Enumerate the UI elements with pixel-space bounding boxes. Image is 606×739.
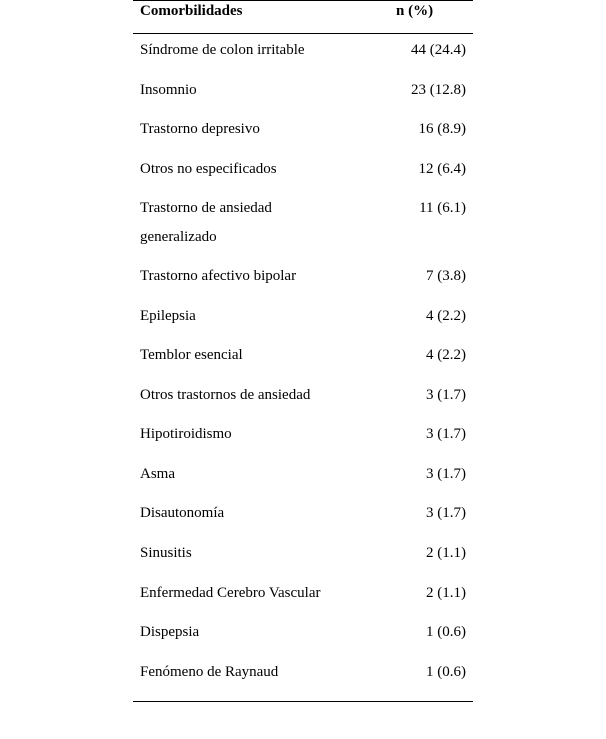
row-label: Trastorno afectivo bipolar [140,268,297,284]
header-comorbidities: Comorbilidades [140,3,243,19]
row-label: Fenómeno de Raynaud [140,664,279,680]
row-label: Otros trastornos de ansiedad [140,387,311,403]
row-label: Trastorno depresivo [140,121,260,137]
row-value: 12 (6.4) [418,161,466,177]
row-value: 1 (0.6) [426,664,466,680]
row-value: 1 (0.6) [426,624,466,640]
row-label: Insomnio [140,82,197,98]
row-label: Dispepsia [140,624,200,640]
table-top-rule [133,0,473,1]
row-label: Sinusitis [140,545,192,561]
row-value: 16 (8.9) [418,121,466,137]
row-value: 3 (1.7) [426,387,466,403]
row-label: Disautonomía [140,505,225,521]
row-label: Otros no especificados [140,161,277,177]
table-bottom-rule [133,701,473,702]
row-value: 44 (24.4) [411,42,466,58]
row-value: 11 (6.1) [419,200,466,216]
row-value: 4 (2.2) [426,347,466,363]
row-value: 3 (1.7) [426,505,466,521]
row-label: Hipotiroidismo [140,426,232,442]
row-value: 3 (1.7) [426,426,466,442]
row-label: Asma [140,466,175,482]
row-label: Epilepsia [140,308,196,324]
row-value: 2 (1.1) [426,545,466,561]
row-value: 7 (3.8) [426,268,466,284]
row-value: 2 (1.1) [426,585,466,601]
row-value: 3 (1.7) [426,466,466,482]
row-value: 23 (12.8) [411,82,466,98]
row-label: Enfermedad Cerebro Vascular [140,585,321,601]
row-value: 4 (2.2) [426,308,466,324]
row-label: Trastorno de ansiedad generalizado [140,200,272,245]
header-n-percent: n (%) [396,3,434,19]
header-rule [133,33,473,34]
row-label: Síndrome de colon irritable [140,42,305,58]
row-label: Temblor esencial [140,347,243,363]
